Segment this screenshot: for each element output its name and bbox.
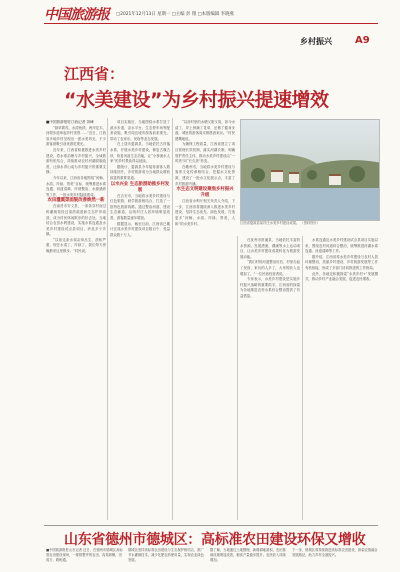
subheading: 以水兴业 生态旅游助推乡村发展: [110, 181, 170, 193]
paragraph: 此外，各地还积极探索“水美乡村+”发展模式，推动乡村产业融合发展，促进农民增收。: [305, 271, 378, 282]
article-headline: “水美建设”为乡村振兴提速增效: [64, 89, 329, 111]
page-header: [0, 0, 400, 50]
bottom-rule: [44, 525, 378, 526]
column-divider: [107, 118, 108, 520]
paragraph: 在吉安市，当地将水美乡村建设与红色旅游、研学旅游相结合，打造了一批特色旅游线路。通过整治河道、建设生态廊道，沿线村庄人居环境明显改善，游客数量逐年增加。: [110, 193, 170, 220]
article-column-1: [46, 120, 106, 520]
photo-caption: 江西省婺源县某村庄水美乡村建设成果。 （资料图片）: [240, 221, 321, 225]
paragraph: 为确保工程质量，江西省建立了项目管理长效机制，落实河湖长制，明确管护责任主体，推动水美乡村建设由“一时美”向“长久美”转变。: [175, 142, 235, 164]
header-rule: [44, 23, 378, 24]
paragraph: “以前这条水渠杂草丛生、淤积严重，现在水清了、岸绿了，我们每天傍晚都来这里散步。”村民说。: [46, 237, 106, 254]
bottom-column-3: 据了解，当地通过土地整理，新增耕地面积，农田基础设施明显改善，粮食产量稳步提升，农民收入持续增加。: [210, 548, 286, 563]
bottom-column-1: ■中国旅游报驻山东记者 近日，在德州市德城区高标准农田建设现场，一排排整齐的农田，沟渠纵横，田成方、路相通。: [46, 548, 123, 563]
article-kicker: 江西省：: [64, 65, 125, 83]
bottom-column-2: 德城区坚持高标准农田建设与生态保护相结合，推广节水灌溉技术，减少化肥农药使用量，实现农业绿色发展。: [128, 548, 204, 563]
paragraph: “我们村的河道整治好后，村里办起了民宿，来玩的人多了，大家的收入也增加了。”一位民宿经营者说。: [240, 260, 300, 276]
photo-tree: [307, 170, 317, 180]
dateline: □2021年12月13日 星期一 □主编 彭 翔 □本版编辑 李晓燕: [116, 12, 234, 17]
article-column-5: [305, 238, 378, 520]
photo-tree: [251, 168, 265, 182]
paragraph: 江西省水利厅相关负责人介绍，下一步，江西省将继续深入推进水美乡村建设，坚持生态优先、绿色发展，打造更多“河畅、水清、岸绿、景美、人和”的水美乡村。: [175, 199, 235, 226]
article-photo: [240, 119, 380, 221]
paragraph: 在上饶市婺源县，当地依托古村落水系，开展水美乡村建设，修复古堰古坝，恢复河道生态功能，让“小桥流水人家”的乡村景致得以延续。: [110, 142, 170, 164]
article-column-3: [175, 120, 235, 520]
article-column-4: [240, 238, 300, 520]
section-title: 乡村振兴: [300, 37, 332, 46]
subheading: 农田灌溉渠面貌改善焕然一新: [47, 198, 105, 204]
paragraph: 近年来，江西省积极推进水美乡村建设，将水系治理与乡村振兴、全域旅游有机结合，持续推动农村河湖面貌改善，让绿水青山成为乡村振兴的重要支撑。: [46, 147, 106, 175]
photo-house: [271, 170, 283, 182]
article-column-2: [110, 120, 170, 520]
newspaper-logo: 中国旅游报: [44, 7, 109, 23]
paragraph: 据统计，婺源县今年接待游客人数持续回升，乡村旅游成为当地群众增收致富的重要渠道。: [110, 164, 170, 180]
photo-house: [329, 174, 341, 185]
column-divider: [302, 236, 303, 520]
paragraph: 据介绍，江西省将水美乡村建设与农村人居环境整治、美丽乡村建设、乡村旅游发展等工作有机衔接，形成了多部门协同推进的工作格局。: [305, 254, 378, 270]
paragraph: 在抚州市资溪县，当地依托丰富的水资源，发展漂流、溯溪等水上运动项目，让水美乡村建设成果转化为旅游发展动能。: [240, 238, 300, 259]
subheading: 水生态文明建设聚焦乡村振兴升级: [176, 187, 234, 199]
paragraph: 专家表示，水美乡村建设是实施乡村振兴战略的重要抓手，江西省的探索为各地推进农村水系综合整治提供了有益借鉴。: [240, 277, 300, 298]
byline: ■中国旅游报驻江西记者 刘峰: [46, 120, 94, 124]
paragraph: 今年以来，江西省各地围绕“河畅、水清、岸绿、景美”目标，统筹推进水系连通、河道清障、岸坡整治、水源涵养等工作，一批水美乡村陆续建成。: [46, 175, 106, 197]
photo-house: [289, 172, 299, 183]
paragraph: “绿草繁茂、水清鱼跃、两岸花木，河堤步道串起乡村美景……”近日，江西省多地乡村呈现出一派水美风光，不少游客被吸引前来游览观光。: [46, 125, 106, 147]
page-number: A9: [355, 35, 370, 46]
bottom-headline: 山东省德州市德城区：高标准农田建设环保又增收: [64, 532, 366, 548]
paragraph: 数据显示，截至目前，江西省已累计完成水美乡村建设项目数百个，受益群众数十万人。: [110, 221, 170, 237]
paragraph: 项目实施后，当地围绕水系打造了滨水步道、亲水平台、生态停车场等配套设施，吸引周边城市游客前来观光，带动了农家乐、民宿等业态发展。: [110, 120, 170, 141]
column-divider: [172, 118, 173, 520]
photo-tree: [349, 166, 365, 182]
bottom-column-4: 下一步，德城区将持续推进高标准农田建设，探索农旅融合发展路径，助力乡村全面振兴。: [292, 548, 378, 558]
paragraph: “以前村里的水塘又脏又臭，如今水清了，岸上种满了花草，还修了健身步道，城里的游客周末都愿意来玩。”村民感慨地说。: [175, 120, 235, 141]
paragraph: 在赣州市，当地将水美乡村建设与客家文化传承相结合，挖掘水文化资源，建设了一批水文化展示点，丰富了乡村旅游内涵。: [175, 164, 235, 186]
paragraph: 水系连通及水美乡村建设试点县项目实施以来，围绕农村河道综合整治，统筹推进河湖水系连通、河道清障等工作。: [305, 238, 378, 254]
paragraph: 在南昌市安义县，一条条穿村而过的灌溉渠经过清淤疏浚和生态护岸改造，成为村民休闲散步的好去处。当地结合农田水利建设，实施水系连通及水美乡村建设试点县项目，涉及多个乡镇。: [46, 204, 106, 237]
column-divider: [237, 236, 238, 520]
